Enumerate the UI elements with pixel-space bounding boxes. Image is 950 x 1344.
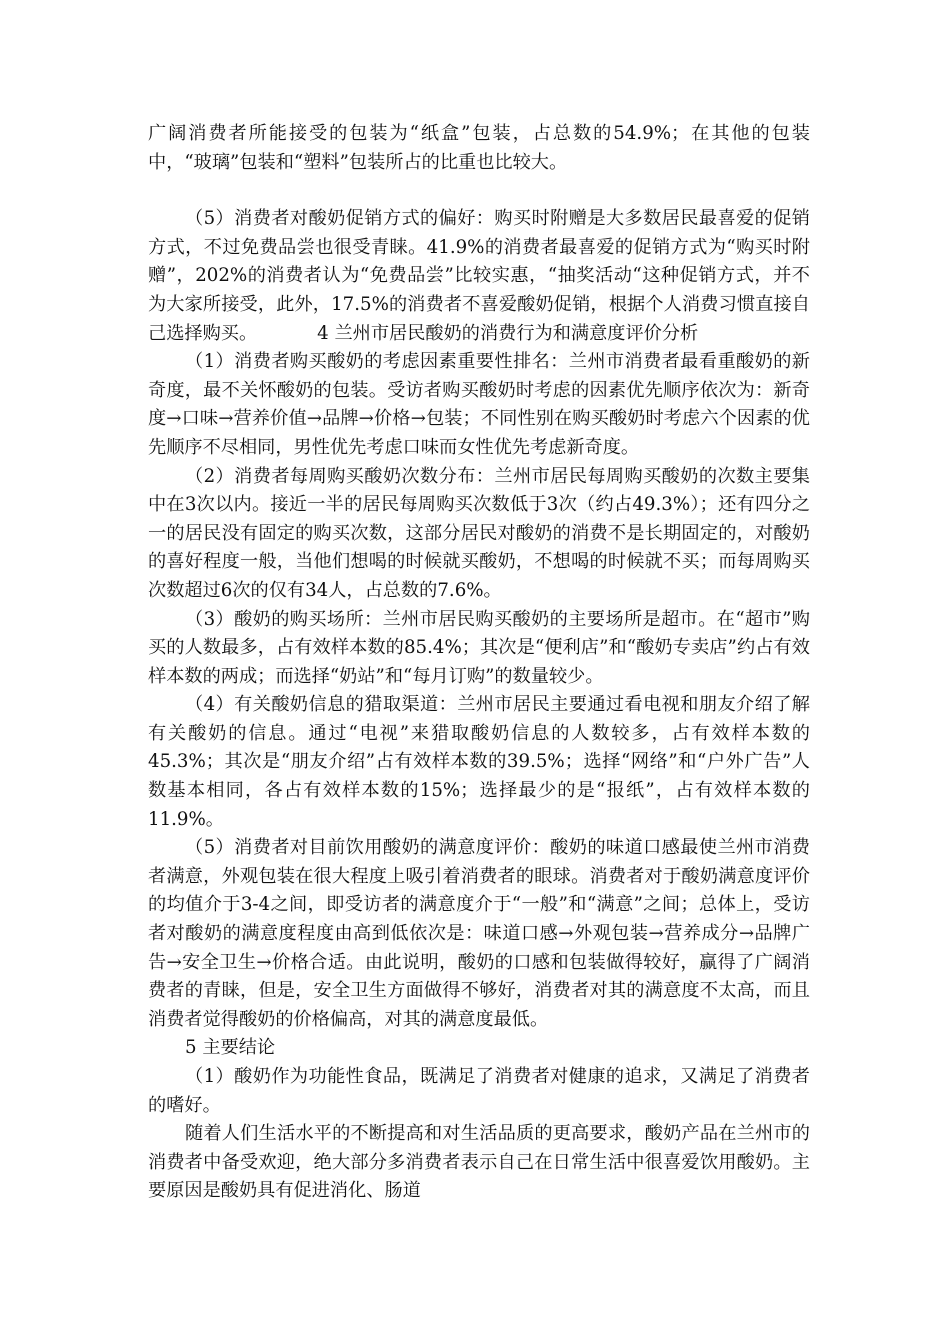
paragraph-weekly-frequency: （2）消费者每周购买酸奶次数分布：兰州市居民每周购买酸奶的次数主要集中在3次以内。接近一半的居民每周购买次数低于3次（约占49.3%）；还有四分之一的居民没有固定的购买次数，这部分居民对酸奶的消费不是长期固定的，对酸奶的喜好程度一般，当他们想喝的时候就买酸奶，不想喝的时候就不买；而每周购买次数超过6次的仅有34人，占总数的7.6%。 (148, 465, 810, 601)
paragraph-information-channels: （4）有关酸奶信息的猎取渠道：兰州市居民主要通过看电视和朋友介绍了解有关酸奶的信息。通过“电视”来猎取酸奶信息的人数较多，占有效样本数的45.3%；其次是“朋友介绍”占有效样本数的39.5%；选择“网络”和“户外广告”人数基本相同，各占有效样本数的15%；选择最少的是“报纸”，占有效样本数的11.9%。 (148, 694, 810, 830)
section-heading-4: 4 兰州市居民酸奶的消费行为和满意度评价分析 (317, 322, 699, 344)
paragraph-promotion-text: （5）消费者对酸奶促销方式的偏好：购买时附赠是大多数居民最喜爱的促销方式，不过免费品尝也很受青睐。41.9%的消费者最喜爱的促销方式为“购买时附赠”，202%的消费者认为“免费品尝”比较实惠，“抽奖活动“这种促销方式，并不为大家所接受，此外，17.5%的消费者不喜爱酸奶促销，根据个人消费习惯直接自己选择购买。 (148, 208, 810, 344)
paragraph-conclusion-detail: 随着人们生活水平的不断提高和对生活品质的更高要求，酸奶产品在兰州市的消费者中备受欢迎，绝大部分多消费者表示自己在日常生活中很喜爱饮用酸奶。主要原因是酸奶具有促进消化、肠道 (148, 1123, 810, 1202)
paragraph-conclusion-1: （1）酸奶作为功能性食品，既满足了消费者对健康的追求，又满足了消费者的嗜好。 (148, 1066, 810, 1116)
paragraph-packaging-summary: 广阔消费者所能接受的包装为“纸盒”包装，占总数的54.9%；在其他的包装中，“玻璃”包装和“塑料”包装所占的比重也比较大。 (148, 123, 810, 173)
document-page (148, 120, 810, 1206)
section-heading-5: 5 主要结论 (185, 1037, 276, 1059)
paragraph-promotion-preference (148, 205, 810, 348)
paragraph-purchase-location: （3）酸奶的购买场所：兰州市居民购买酸奶的主要场所是超市。在“超市”购买的人数最多，占有效样本数的85.4%；其次是“便利店”和“酸奶专卖店”约占有效样本数的两成；而选择“奶站”和“每月订购”的数量较少。 (148, 608, 810, 687)
paragraph-purchase-factors: （1）消费者购买酸奶的考虑因素重要性排名：兰州市消费者最看重酸奶的新奇度，最不关怀酸奶的包装。受访者购买酸奶时考虑的因素优先顺序依次为：新奇度→口味→营养价值→品牌→价格→包装；不同性别在购买酸奶时考虑六个因素的优先顺序不尽相同，男性优先考虑口味而女性优先考虑新奇度。 (148, 351, 810, 458)
paragraph-satisfaction-evaluation: （5）消费者对目前饮用酸奶的满意度评价：酸奶的味道口感最使兰州市消费者满意，外观包装在很大程度上吸引着消费者的眼球。消费者对于酸奶满意度评价的均值介于3-4之间，即受访者的满意度介于“一般”和“满意”之间；总体上，受访者对酸奶的满意度程度由高到低依次是：味道口感→外观包装→营养成分→品牌广告→安全卫生→价格合适。由此说明，酸奶的口感和包装做得较好，赢得了广阔消费者的青睐，但是，安全卫生方面做得不够好，消费者对其的满意度不太高，而且消费者觉得酸奶的价格偏高，对其的满意度最低。 (148, 837, 810, 1030)
